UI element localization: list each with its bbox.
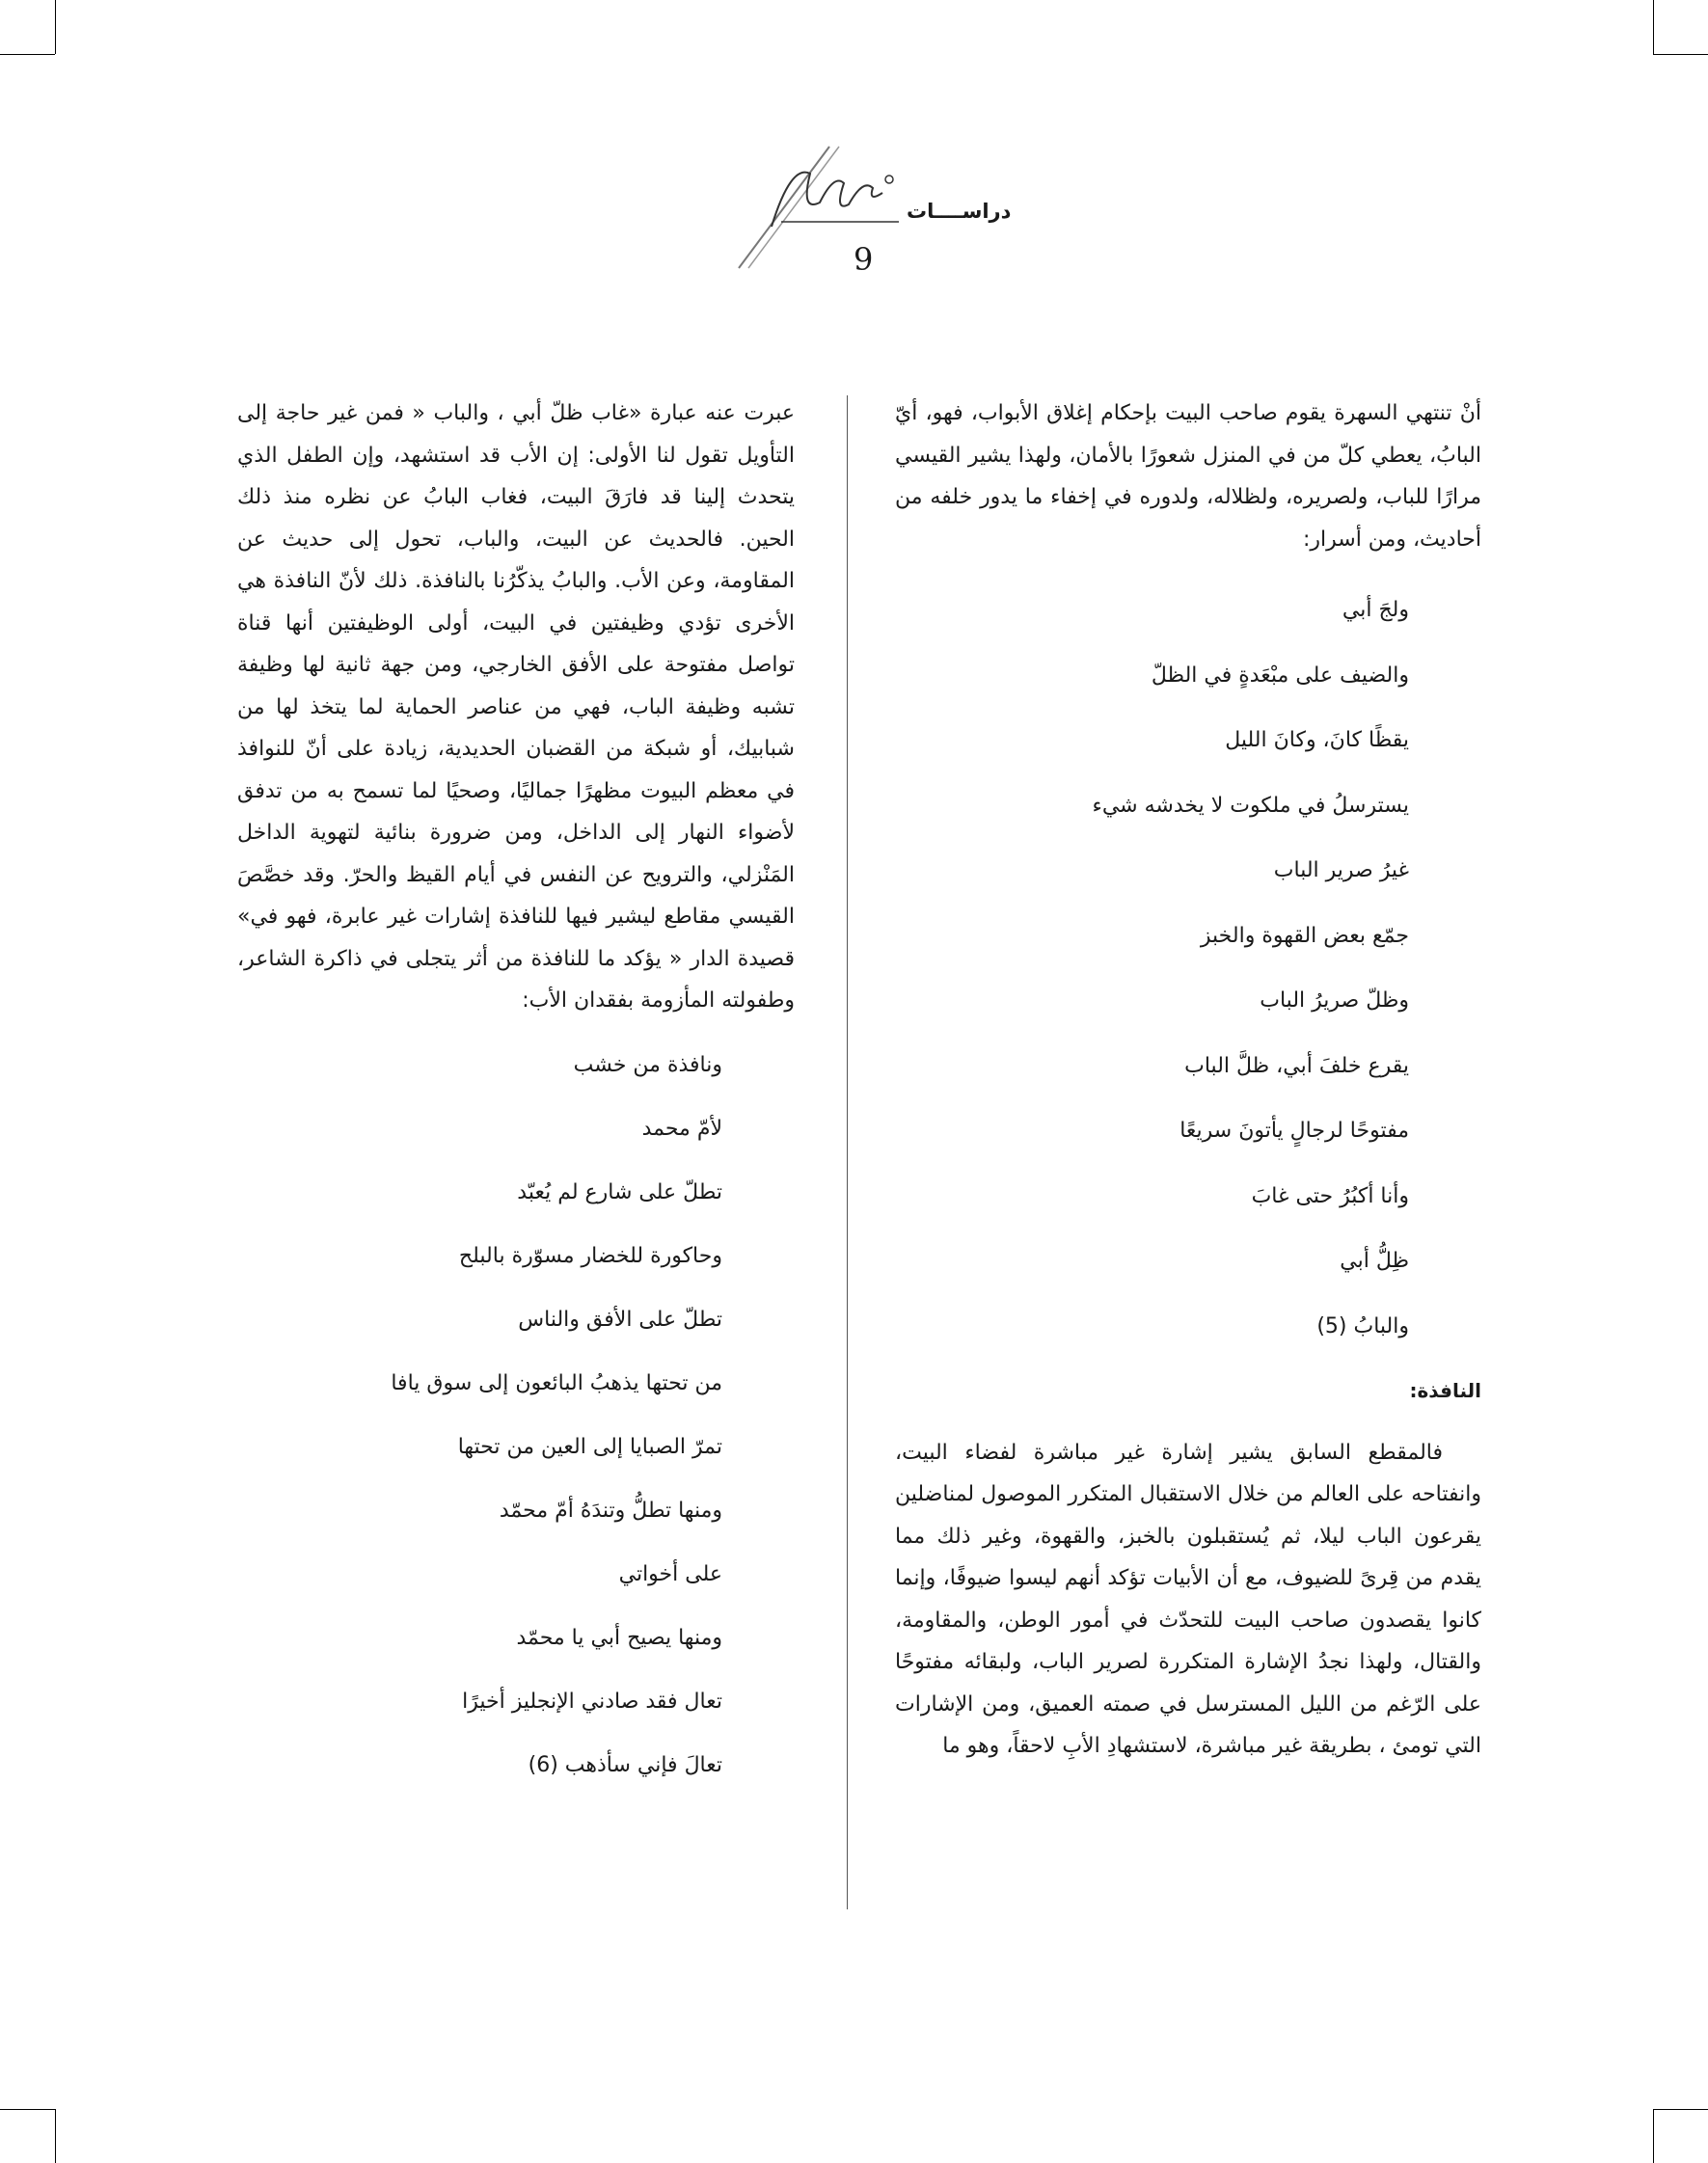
verse-line: غيرُ صرير الباب (1273, 858, 1409, 882)
verse-line: تعال فقد صادني الإنجليز أخيرًا (462, 1689, 722, 1714)
crop-mark (0, 2109, 55, 2110)
crop-mark (1653, 2109, 1654, 2163)
verse-line: لأمّ محمد (641, 1116, 722, 1141)
crop-mark (55, 0, 56, 54)
verse-line: ونافذة من خشب (573, 1052, 722, 1077)
verse-line: على أخواتي (618, 1561, 722, 1586)
crop-mark (0, 54, 55, 55)
crop-mark (1653, 0, 1654, 54)
crop-mark (1653, 2109, 1708, 2110)
verse-line: مفتوحًا لرجالٍ يأتونَ سريعًا (1179, 1119, 1409, 1143)
verse-line: ولجَ أبي (1342, 598, 1409, 622)
verse-line: والضيف على مبْعَدةٍ في الظلّ (1151, 662, 1409, 688)
verse-line: وأنا أكبُرُ حتى غابَ (1251, 1183, 1409, 1208)
column-divider (847, 395, 848, 1909)
right-column (895, 392, 1481, 1768)
verse-line: تطلّ على شارع لم يُعبّد (517, 1179, 722, 1204)
verse-line: تعالَ فإني سأذهب (6) (528, 1752, 722, 1777)
verse-line: يقظًا كانَ، وكانَ الليل (1225, 728, 1409, 752)
poem-verses (895, 578, 1481, 1359)
verse-line: جمّع بعض القهوة والخبز (1200, 923, 1409, 948)
verse-line: ومنها تطلُّ وتندَهُ أمّ محمّد (499, 1498, 722, 1523)
page-header (675, 145, 1061, 280)
intro-paragraph: أنْ تنتهي السهرة يقوم صاحب البيت بإحكام إغلاق الأبواب، فهو، أيّ البابُ، يعطي كلّ من في المنزل شعورًا بالأمان، ولهذا يشير القيسي مرارًا للباب، ولصريره، ولظلاله، ولدوره في إخفاء ما يدور خلفه من أحاديث، ومن أسرار: (895, 401, 1481, 552)
verse-line: والبابُ (5) (1316, 1313, 1409, 1338)
verse-line: تطلّ على الأفق والناس (518, 1307, 722, 1332)
verse-line: يسترسلُ في ملكوت لا يخدشه شيء (1092, 793, 1409, 818)
verse-line: تمرّ الصبايا إلى العين من تحتها (457, 1434, 722, 1459)
body-paragraph: فالمقطع السابق يشير إشارة غير مباشرة لفضاء البيت، وانفتاحه على العالم من خلال الاستقبال المتكرر الموصول لمناضلين يقرعون الباب ليلا، ثم يُستقبلون بالخبز، والقهوة، وغير ذلك مما يقدم من قِرىً للضيوف، مع أن الأبيات تؤكد أنهم ليسوا ضيوفًا، وإنما كانوا يقصدون صاحب البيت للتحدّث في أمور الوطن، والمقاومة، والقتال، ولهذا نجدُ الإشارة المتكررة لصرير الباب، ولبقائه مفتوحًا على الرّغم من الليل المسترسل في صمته العميق، ومن الإشارات التي تومئ ، بطريقة غير مباشرة، لاستشهادِ الأبِ لاحقاً، وهو ما (895, 1440, 1481, 1758)
section-label: دراســــات (907, 200, 1012, 223)
poem-verses (237, 1034, 795, 1798)
verse-line: يقرع خلفَ أبي، ظلَّ الباب (1184, 1053, 1409, 1078)
verse-line: من تحتها يذهبُ البائعون إلى سوق يافا (391, 1370, 722, 1395)
crop-mark (55, 2109, 56, 2163)
verse-line: وحاكورة للخضار مسوّرة بالبلح (458, 1243, 722, 1268)
left-column (237, 392, 795, 1798)
verse-line: ظِلُّ أبي (1340, 1249, 1409, 1273)
section-heading: النافذة: (1409, 1379, 1481, 1402)
verse-line: ومنها يصيح أبي يا محمّد (516, 1625, 722, 1650)
crop-mark (1653, 54, 1708, 55)
verse-line: وظلّ صريرُ الباب (1260, 988, 1409, 1013)
body-paragraph: عبرت عنه عبارة «غاب ظلّ أبي ، والباب « فمن غير حاجة إلى التأويل تقول لنا الأولى: إن الأب قد استشهد، وإن الطفل الذي يتحدث إلينا قد فارَقَ البيت، فغاب البابُ عن نظره منذ ذلك الحين. فالحديث عن البيت، والباب، تحول إلى حديث عن المقاومة، وعن الأب. والبابُ يذكّرُنا بالنافذة. ذلك لأنّ النافذة هي الأخرى تؤدي وظيفتين في البيت، أولى الوظيفتين أنها قناة تواصل مفتوحة على الأفق الخارجي، ومن جهة ثانية لها وظيفة تشبه وظيفة الباب، فهي من عناصر الحماية لما يتخذ لها من شبابيك، أو شبكة من القضبان الحديدية، زيادة على أنّ للنوافذ في معظم البيوت مظهرًا جماليًا، وصحيًا لما تسمح به من تدفق لأضواء النهار إلى الداخل، ومن ضرورة بنائية لتهوية الداخل المَنْزلي، والترويح عن النفس في أيام القيظ والحرّ. وقد خصَّصَ القيسي مقاطع ليشير فيها للنافذة إشارات غير عابرة، فهو في» قصيدة الدار « يؤكد ما للنافذة من أثر يتجلى في ذاكرة الشاعر، وطفولته المأزومة بفقدان الأب: (237, 401, 795, 1013)
page-number: 9 (854, 241, 874, 278)
